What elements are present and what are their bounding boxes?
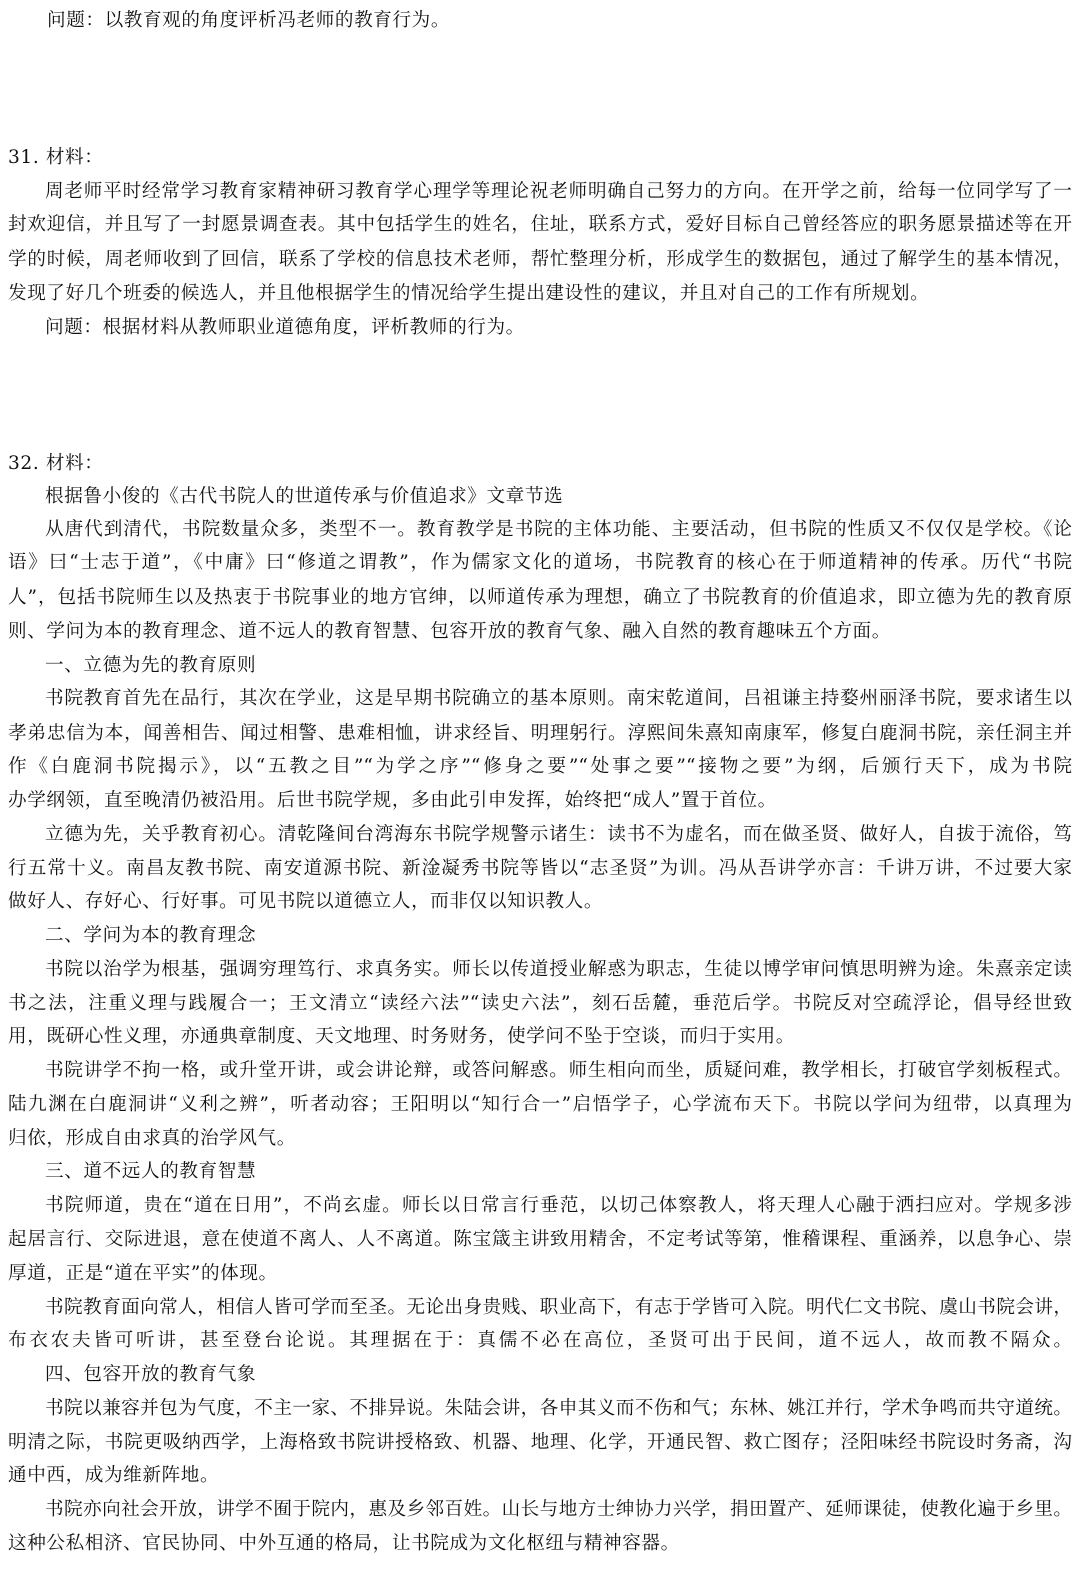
q32-line: 书院教育面向常人，相信人皆可学而至圣。无论出身贵贱、职业高下，有志于学皆可入院。明代仁文书院、虞山书院会讲， [45,1297,1072,1318]
q32-line: 做好人、存好心、行好事。可见书院以道德立人，而非仅以知识教人。 [8,891,604,912]
q32-line: 语》曰“士志于道”，《中庸》曰“修道之谓教”，作为儒家文化的道场，书院教育的核心在于师道精神的传承。历代“书院 [8,552,1072,573]
q32-source: 根据鲁小俊的《古代书院人的世道传承与价值追求》文章节选 [45,486,564,507]
q32-line: 办学纲领，直至晚清仍被沿用。后世书院学规，多由此引申发挥，始终把“成人”置于首位。 [8,790,777,811]
q32-heading: 32. 材料： [8,453,104,474]
q32-line: 从唐代到清代，书院数量众多，类型不一。教育教学是书院的主体功能、主要活动，但书院的性质又不仅仅是学校。《论 [45,519,1072,540]
q32-subheading: 三、道不远人的教育智慧 [45,1161,257,1182]
q32-line: 书院以治学为根基，强调穷理笃行、求真务实。师长以传道授业解惑为职志，生徒以博学审问慎思明辨为途。朱熹亲定读 [45,959,1072,980]
q32-line: 书院以兼容并包为气度，不主一家、不排异说。朱陆会讲，各申其义而不伤和气；东林、姚江并行，学术争鸣而共守道统。 [45,1398,1072,1419]
q32-line: 布衣农夫皆可听讲，甚至登台论说。其理据在于：真儒不必在高位，圣贤可出于民间，道不远人，故而教不隔众。 [8,1330,1072,1351]
q32-subheading: 二、学问为本的教育理念 [45,925,257,946]
q32-line: 通中西，成为维新阵地。 [8,1465,220,1486]
q32-line: 厚道，正是“道在平实”的体现。 [8,1263,278,1284]
q32-line: 书之法，注重义理与践履合一；王文清立“读经六法”“读史六法”，刻石岳麓，垂范后学。书院反对空疏浮论，倡导经世致 [8,993,1072,1014]
q31-question: 问题：根据材料从教师职业道德角度，评析教师的行为。 [45,317,525,338]
q32-line: 书院讲学不拘一格，或升堂开讲，或会讲论辩，或答问解惑。师生相向而坐，质疑问难，教学相长，打破官学刻板程式。 [45,1060,1072,1081]
q32-line: 作《白鹿洞书院揭示》，以“五教之目”“为学之序”“修身之要”“处事之要”“接物之要”为纲，后颁行天下，成为书院 [8,756,1072,777]
q32-line: 孝弟忠信为本，闻善相告、闻过相警、患难相恤，讲求经旨、明理躬行。淳熙间朱熹知南康军，修复白鹿洞书院，亲任洞主并 [8,723,1072,744]
q32-line: 人”，包括书院师生以及热衷于书院事业的地方官绅，以师道传承为理想，确立了书院教育的价值追求，即立德为先的教育原 [8,587,1072,608]
q32-line: 行五常十义。南昌友教书院、南安道源书院、新淦凝秀书院等皆以“志圣贤”为训。冯从吾讲学亦言：千讲万讲，不过要大家 [8,858,1072,879]
q32-line: 归依，形成自由求真的治学风气。 [8,1128,296,1149]
q32-line: 书院师道，贵在“道在日用”，不尚玄虚。师长以日常言行垂范，以切己体察教人，将天理人心融于洒扫应对。学规多涉 [45,1195,1072,1216]
q31-line: 发现了好几个班委的候选人，并且他根据学生的情况给学生提出建设性的建议，并且对自己的工作有所规划。 [8,283,930,304]
q32-subheading: 四、包容开放的教育气象 [45,1364,257,1385]
q32-subheading: 一、立德为先的教育原则 [45,655,257,676]
q32-line: 书院教育首先在品行，其次在学业，这是早期书院确立的基本原则。南宋乾道间，吕祖谦主持婺州丽泽书院，要求诸生以 [45,688,1072,709]
q32-line: 书院亦向社会开放，讲学不囿于院内，惠及乡邻百姓。山长与地方士绅协力兴学，捐田置产、延师课徒，使教化遍于乡里。 [45,1499,1072,1520]
q32-line: 起居言行、交际进退，意在使道不离人、人不离道。陈宝箴主讲致用精舍，不定考试等第，惟稽课程、重涵养，以息争心、崇 [8,1229,1072,1250]
q30-question: 问题：以教育观的角度评析冯老师的教育行为。 [47,10,451,31]
q32-line: 明清之际，书院更吸纳西学，上海格致书院讲授格致、机器、地理、化学，开通民智、救亡图存；泾阳味经书院设时务斋，沟 [8,1432,1072,1453]
q32-line: 这种公私相济、官民协同、中外互通的格局，让书院成为文化枢纽与精神容器。 [8,1533,680,1554]
q31-line: 封欢迎信，并且写了一封愿景调查表。其中包括学生的姓名，住址，联系方式，爱好目标自己曾经答应的职务愿景描述等在开 [8,214,1072,235]
q31-line: 周老师平时经常学习教育家精神研习教育学心理学等理论祝老师明确自己努力的方向。在开学之前，给每一位同学写了一 [45,181,1072,202]
q32-line: 立德为先，关乎教育初心。清乾隆间台湾海东书院学规警示诸生：读书不为虚名，而在做圣贤、做好人，自拔于流俗，笃 [45,824,1072,845]
q31-heading: 31. 材料： [8,147,104,168]
q31-line: 学的时候，周老师收到了回信，联系了学校的信息技术老师，帮忙整理分析，形成学生的数据包，通过了解学生的基本情况， [8,249,1072,270]
q32-line: 用，既研心性义理，亦通典章制度、天文地理、时务财务，使学问不坠于空谈，而归于实用。 [8,1026,795,1047]
q32-line: 则、学问为本的教育理念、道不远人的教育智慧、包容开放的教育气象、融入自然的教育趣味五个方面。 [8,621,891,642]
q32-line: 陆九渊在白鹿洞讲“义利之辨”，听者动容；王阳明以“知行合一”启悟学子，心学流布天下。书院以学问为纽带，以真理为 [8,1094,1072,1115]
